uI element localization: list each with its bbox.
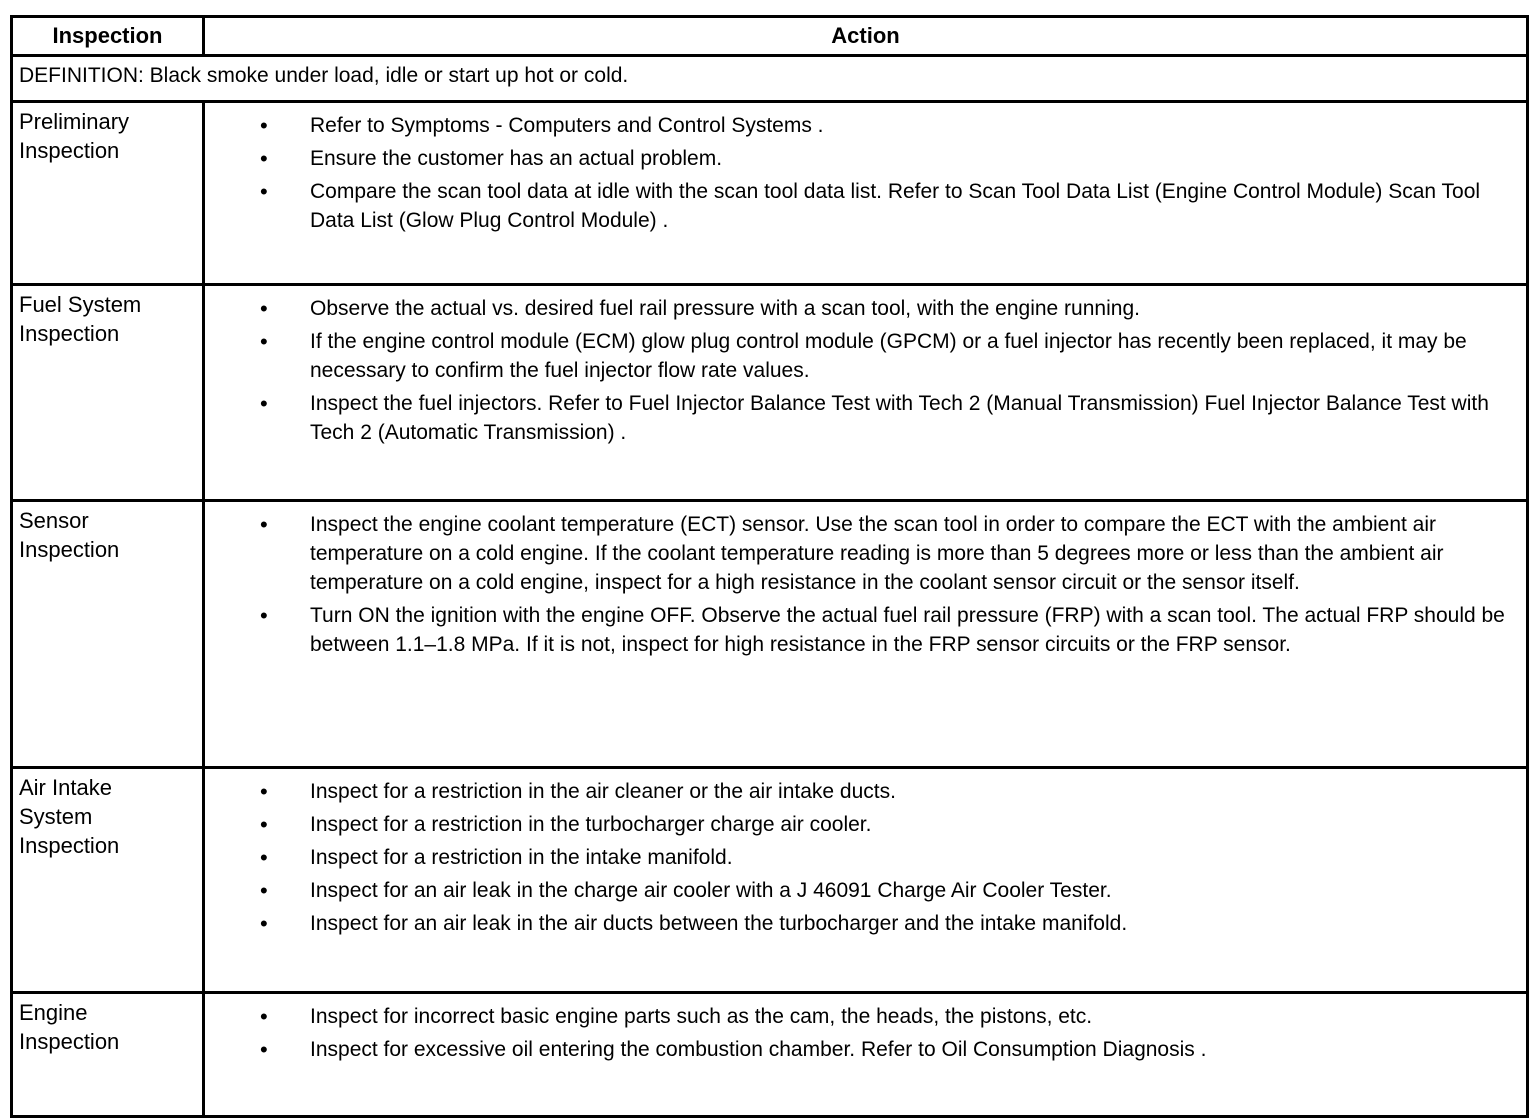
list-item: • Inspect the fuel injectors. Refer to Fuel Injector Balance Test with Tech 2 (Manual Transmission) Fuel Injector Balance Test with Tech 2 (Automatic Transmission) . [205,389,1512,447]
list-item: • Inspect for a restriction in the intake manifold. [205,843,1512,872]
label-line: System [19,804,93,829]
list-item: • Refer to Symptoms - Computers and Control Systems . [205,111,1512,140]
action-cell [204,285,1528,501]
label-line: Air Intake [19,775,112,800]
definition-text: DEFINITION: Black smoke under load, idle or start up hot or cold. [12,56,1528,102]
list-item: • Inspect for a restriction in the turbocharger charge air cooler. [205,810,1512,839]
action-list [205,1002,1512,1064]
list-item: • Ensure the customer has an actual problem. [205,144,1512,173]
action-list [205,777,1512,938]
label-line: Inspection [19,321,120,346]
label-line: Inspection [19,833,120,858]
table-row [12,501,1528,768]
table-row [12,768,1528,993]
inspection-label [12,102,204,285]
table-row [12,285,1528,501]
label-line: Inspection [19,1029,120,1054]
list-item: • Inspect for incorrect basic engine parts such as the cam, the heads, the pistons, etc. [205,1002,1512,1031]
definition-row [12,56,1528,102]
header-action: Action [204,17,1528,56]
inspection-label [12,285,204,501]
action-cell [204,993,1528,1117]
inspection-label [12,768,204,993]
label-line: Sensor [19,508,89,533]
header-row [12,17,1528,56]
inspection-label [12,501,204,768]
header-inspection: Inspection [12,17,204,56]
label-line: Inspection [19,537,120,562]
diagnosis-table [10,15,1529,1118]
list-item: • Inspect the engine coolant temperature (ECT) sensor. Use the scan tool in order to compare the ECT with the ambient air temperature on a cold engine. If the coolant temperature reading is more than 5 degrees more or less than the ambient air temperature on a cold engine, inspect for a high resistance in the coolant sensor circuit or the sensor itself. [205,510,1512,597]
action-list [205,294,1512,447]
label-line: Preliminary [19,109,130,134]
list-item: • Inspect for an air leak in the air ducts between the turbocharger and the intake manifold. [205,909,1512,938]
list-item: • Turn ON the ignition with the engine OFF. Observe the actual fuel rail pressure (FRP) with a scan tool. The actual FRP should be between 1.1–1.8 MPa. If it is not, inspect for high resistance in the FRP sensor circuits or the FRP sensor. [205,601,1512,659]
action-cell [204,768,1528,993]
action-cell [204,102,1528,285]
action-cell [204,501,1528,768]
list-item: • Observe the actual vs. desired fuel rail pressure with a scan tool, with the engine running. [205,294,1512,323]
label-line: Inspection [19,138,120,163]
label-line: Fuel System [19,292,142,317]
list-item: • If the engine control module (ECM) glow plug control module (GPCM) or a fuel injector has recently been replaced, it may be necessary to confirm the fuel injector flow rate values. [205,327,1512,385]
label-line: Engine [19,1000,88,1025]
inspection-label [12,993,204,1117]
action-list [205,111,1512,235]
list-item: • Inspect for a restriction in the air cleaner or the air intake ducts. [205,777,1512,806]
list-item: • Inspect for excessive oil entering the combustion chamber. Refer to Oil Consumption Diagnosis . [205,1035,1512,1064]
list-item: • Inspect for an air leak in the charge air cooler with a J 46091 Charge Air Cooler Tester. [205,876,1512,905]
table-row [12,102,1528,285]
list-item: • Compare the scan tool data at idle with the scan tool data list. Refer to Scan Tool Data List (Engine Control Module) Scan Tool Data List (Glow Plug Control Module) . [205,177,1512,235]
action-list [205,510,1512,659]
table-row [12,993,1528,1117]
